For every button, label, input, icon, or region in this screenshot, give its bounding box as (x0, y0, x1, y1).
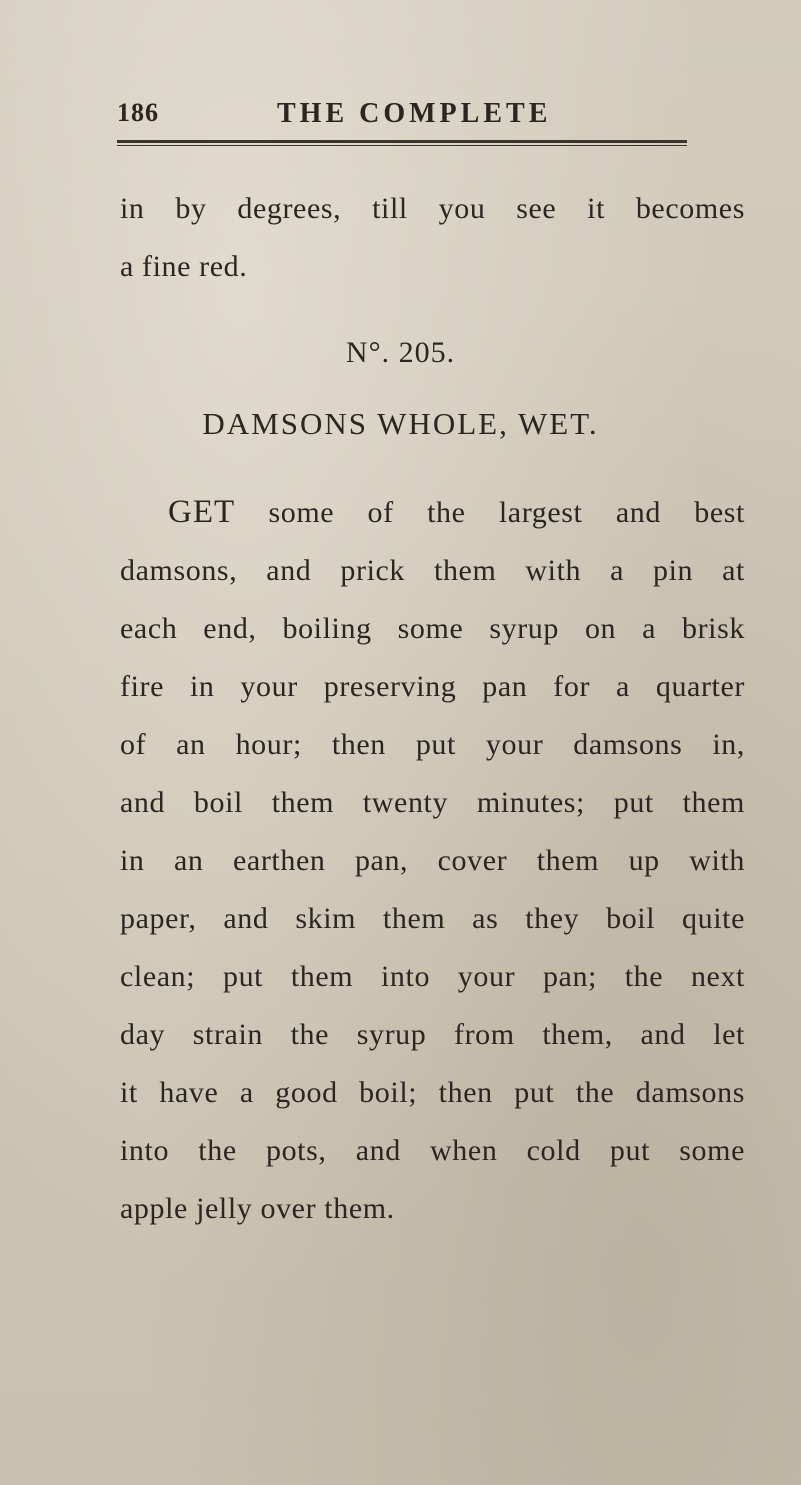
recipe-number: N°. 205. (345, 336, 456, 369)
text-line: clean; put them into your pan; the next (120, 960, 745, 993)
text-line-rest: some of the largest and best (268, 496, 745, 529)
page-header (117, 98, 717, 138)
recipe-title: DAMSONS WHOLE, WET. (202, 406, 599, 441)
text-line: fire in your preserving pan for a quarter (120, 670, 745, 703)
text-line: apple jelly over them. (120, 1192, 395, 1225)
text-line: each end, boiling some syrup on a brisk (120, 612, 745, 645)
text-line: it have a good boil; then put the damsons (120, 1076, 745, 1109)
page-number: 186 (117, 98, 159, 127)
header-rule (117, 140, 687, 146)
text-line: a fine red. (120, 250, 248, 283)
text-line: damsons, and prick them with a pin at (120, 554, 745, 587)
recipe-paragraph (120, 483, 745, 1238)
text-line: paper, and skim them as they boil quite (120, 902, 745, 935)
first-word: GET (168, 494, 236, 530)
text-line: day strain the syrup from them, and let (120, 1018, 745, 1051)
text-line: and boil them twenty minutes; put them (120, 786, 745, 819)
running-title: THE COMPLETE (277, 98, 552, 129)
text-line: in an earthen pan, cover them up with (120, 844, 745, 877)
text-line: of an hour; then put your damsons in, (120, 728, 745, 761)
intro-paragraph (120, 180, 745, 296)
text-line (120, 483, 745, 542)
text-line: into the pots, and when cold put some (120, 1134, 745, 1167)
text-line: in by degrees, till you see it becomes (120, 192, 745, 225)
